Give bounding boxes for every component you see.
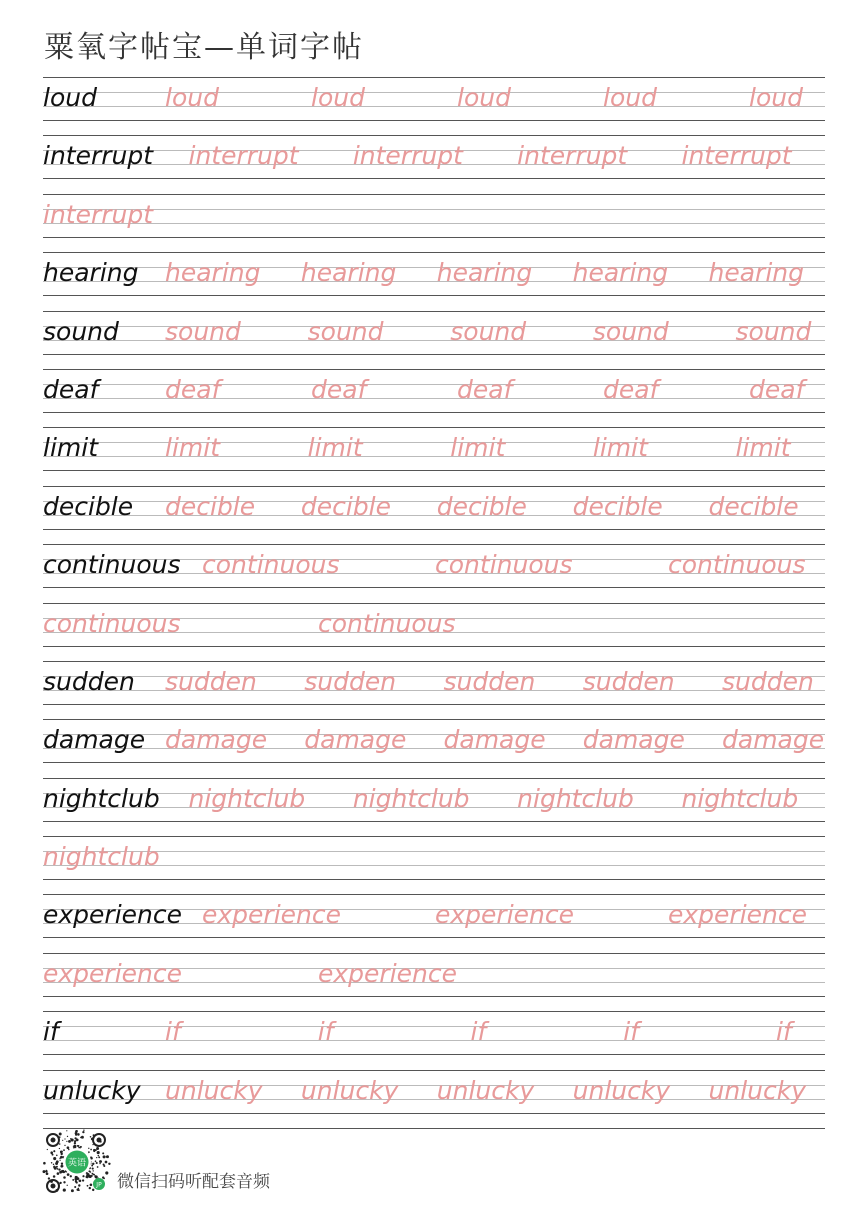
- top-line: [43, 311, 825, 312]
- trace-word: hearing: [572, 258, 669, 288]
- trace-word: limit: [165, 433, 220, 463]
- trace-word: hearing: [436, 258, 533, 288]
- practice-row: [43, 544, 825, 602]
- practice-row: [43, 194, 825, 252]
- trace-word: sudden: [722, 666, 814, 696]
- trace-word: limit: [592, 433, 648, 463]
- footer: [41, 1128, 441, 1200]
- model-word: unlucky: [43, 1075, 141, 1105]
- base-line: [43, 295, 825, 296]
- trace-word: sound: [592, 316, 669, 346]
- guide-line: [43, 748, 825, 749]
- trace-word: deaf: [165, 374, 221, 404]
- trace-word: interrupt: [681, 141, 792, 171]
- practice-row: [43, 311, 825, 369]
- trace-word: nightclub: [188, 783, 306, 813]
- guide-line: [43, 398, 825, 399]
- qr-code[interactable]: [41, 1128, 111, 1198]
- practice-row: [43, 369, 825, 427]
- trace-word: sudden: [165, 666, 257, 696]
- guide-line: [43, 92, 825, 93]
- trace-word: if: [165, 1017, 181, 1047]
- trace-word: nightclub: [43, 842, 160, 872]
- guide-line: [43, 1026, 825, 1027]
- model-word: sound: [43, 316, 119, 346]
- base-line: [43, 412, 825, 413]
- guide-line: [43, 851, 825, 852]
- trace-word: experience: [668, 900, 808, 930]
- model-word: damage: [43, 725, 146, 755]
- base-line: [43, 646, 825, 647]
- footer-note: 微信扫码听配套音频: [117, 1172, 270, 1192]
- top-line: [43, 77, 825, 78]
- trace-word: continuous: [668, 550, 806, 580]
- trace-word: interrupt: [43, 199, 154, 229]
- trace-word: limit: [450, 433, 506, 463]
- top-line: [43, 486, 825, 487]
- guide-line: [43, 223, 825, 224]
- practice-row: [43, 1070, 825, 1128]
- trace-word: decible: [708, 491, 799, 521]
- practice-row: [43, 953, 825, 1011]
- top-line: [43, 427, 825, 428]
- top-line: [43, 894, 825, 895]
- practice-row: [43, 486, 825, 544]
- top-line: [43, 836, 825, 837]
- base-line: [43, 704, 825, 705]
- trace-word: nightclub: [681, 783, 799, 813]
- trace-word: interrupt: [188, 141, 299, 171]
- trace-word: limit: [735, 433, 791, 463]
- base-line: [43, 1054, 825, 1055]
- trace-word: decible: [572, 491, 663, 521]
- trace-word: sound: [307, 316, 384, 346]
- trace-word: damage: [582, 725, 685, 755]
- practice-row: [43, 719, 825, 777]
- guide-line: [43, 209, 825, 210]
- base-line: [43, 1113, 825, 1114]
- trace-word: continuous: [435, 550, 573, 580]
- practice-row: [43, 603, 825, 661]
- top-line: [43, 1011, 825, 1012]
- trace-word: loud: [457, 83, 511, 112]
- trace-word: hearing: [300, 258, 397, 288]
- trace-word: interrupt: [352, 141, 463, 171]
- trace-word: loud: [165, 83, 219, 112]
- model-word: nightclub: [43, 783, 160, 813]
- trace-word: hearing: [708, 258, 804, 288]
- trace-word: unlucky: [436, 1075, 535, 1105]
- trace-word: limit: [307, 433, 363, 463]
- page-title: 粟氧字帖宝—单词字帖: [44, 30, 364, 65]
- base-line: [43, 937, 825, 938]
- guide-line: [43, 340, 825, 341]
- base-line: [43, 587, 825, 588]
- base-line: [43, 470, 825, 471]
- model-word: deaf: [43, 374, 99, 404]
- base-line: [43, 821, 825, 822]
- trace-word: deaf: [603, 374, 659, 404]
- trace-word: sound: [450, 316, 527, 346]
- base-line: [43, 762, 825, 763]
- base-line: [43, 879, 825, 880]
- top-line: [43, 194, 825, 195]
- practice-row: [43, 77, 825, 135]
- guide-line: [43, 384, 825, 385]
- practice-row: [43, 135, 825, 193]
- practice-row: [43, 661, 825, 719]
- model-word: decible: [43, 491, 134, 521]
- trace-word: unlucky: [708, 1075, 806, 1105]
- trace-word: decible: [165, 491, 256, 521]
- practice-row: [43, 778, 825, 836]
- trace-word: deaf: [749, 374, 805, 404]
- practice-row: [43, 1011, 825, 1069]
- top-line: [43, 661, 825, 662]
- trace-word: loud: [749, 83, 803, 112]
- top-line: [43, 1070, 825, 1071]
- guide-line: [43, 106, 825, 107]
- trace-word: decible: [436, 491, 527, 521]
- trace-word: experience: [202, 900, 342, 930]
- practice-sheet: [43, 77, 825, 1129]
- guide-line: [43, 456, 825, 457]
- trace-word: damage: [443, 725, 546, 755]
- trace-word: sudden: [443, 666, 536, 696]
- trace-word: if: [776, 1017, 792, 1047]
- base-line: [43, 354, 825, 355]
- trace-word: damage: [304, 725, 407, 755]
- model-word: limit: [43, 433, 98, 463]
- trace-word: continuous: [202, 550, 340, 580]
- practice-row: [43, 252, 825, 310]
- trace-word: damage: [165, 725, 268, 755]
- guide-line: [43, 442, 825, 443]
- guide-line: [43, 734, 825, 735]
- trace-word: loud: [603, 83, 657, 112]
- trace-word: if: [470, 1017, 487, 1047]
- trace-word: nightclub: [352, 783, 470, 813]
- trace-word: interrupt: [517, 141, 628, 171]
- model-word: loud: [43, 83, 97, 112]
- trace-word: sound: [165, 316, 241, 346]
- trace-word: nightclub: [517, 783, 634, 813]
- guide-line: [43, 676, 825, 677]
- practice-row: [43, 427, 825, 485]
- base-line: [43, 120, 825, 121]
- guide-line: [43, 690, 825, 691]
- trace-word: continuous: [318, 608, 456, 638]
- practice-row: [43, 894, 825, 952]
- practice-row: [43, 836, 825, 894]
- top-line: [43, 603, 825, 604]
- model-word: hearing: [43, 258, 139, 288]
- base-line: [43, 178, 825, 179]
- top-line: [43, 135, 825, 136]
- trace-word: damage: [722, 725, 825, 755]
- trace-word: unlucky: [165, 1075, 263, 1105]
- qr-corner-text: JP: [96, 1181, 102, 1189]
- model-word: sudden: [43, 666, 135, 696]
- trace-word: sudden: [582, 666, 675, 696]
- model-word: experience: [43, 900, 183, 930]
- model-word: continuous: [43, 550, 181, 580]
- trace-word: sudden: [304, 666, 397, 696]
- trace-word: loud: [311, 83, 365, 112]
- trace-word: unlucky: [300, 1075, 399, 1105]
- trace-word: sound: [735, 316, 812, 346]
- top-line: [43, 953, 825, 954]
- trace-word: if: [317, 1017, 334, 1047]
- trace-word: continuous: [43, 608, 181, 638]
- base-line: [43, 996, 825, 997]
- top-line: [43, 252, 825, 253]
- trace-word: experience: [43, 958, 183, 988]
- qr-badge-text: 英语: [67, 1158, 87, 1169]
- guide-line: [43, 326, 825, 327]
- model-word: if: [43, 1017, 59, 1047]
- trace-word: experience: [318, 958, 458, 988]
- top-line: [43, 778, 825, 779]
- top-line: [43, 544, 825, 545]
- top-line: [43, 369, 825, 370]
- base-line: [43, 529, 825, 530]
- trace-word: experience: [435, 900, 575, 930]
- base-line: [43, 237, 825, 238]
- trace-word: hearing: [165, 258, 261, 288]
- model-word: interrupt: [43, 141, 154, 171]
- trace-word: unlucky: [572, 1075, 671, 1105]
- guide-line: [43, 1040, 825, 1041]
- trace-word: if: [623, 1017, 639, 1047]
- top-line: [43, 719, 825, 720]
- trace-word: deaf: [457, 374, 513, 404]
- trace-word: deaf: [311, 374, 367, 404]
- guide-line: [43, 865, 825, 866]
- trace-word: decible: [300, 491, 392, 521]
